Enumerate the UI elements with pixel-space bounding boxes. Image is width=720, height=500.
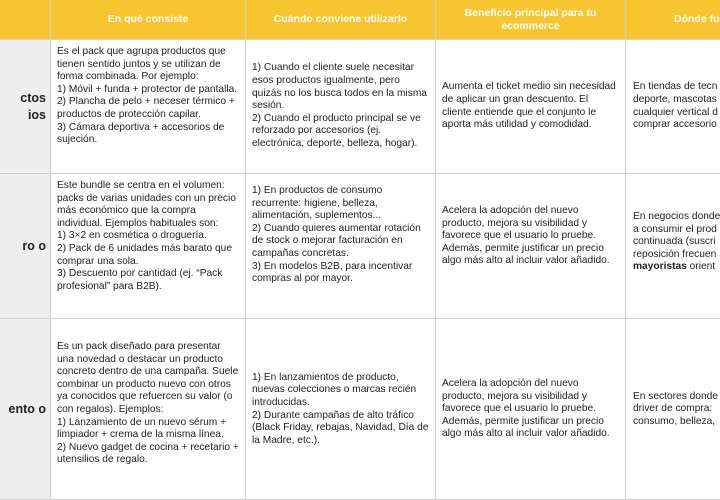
column-divider <box>245 0 246 500</box>
row-divider <box>0 39 720 40</box>
cell-what-text: Este bundle se centra en el volumen: packs de varias unidades con un precio más económico que la compra individual. Ejemplos habituales son: 1) 3×2 en cosmética o droguería. 2) Pack de 6 unidades más barato que comprar una sola. 3) Descuento por cantidad (ej. “Pack profesional” para B2B). <box>57 180 236 292</box>
row-divider <box>0 318 720 319</box>
cell-benefit-text: Aumenta el ticket medio sin necesidad de aplicar un gran descuento. El cliente entiende que el conjunto le aporta más utilidad y comodidad. <box>442 81 616 131</box>
cell-when-text: 1) Cuando el cliente suele necesitar esos productos igualmente, pero quizás no los busca todos en la misma sesión. 2) Cuando el producto principal se ve reforzado por accesorios (ej. electrónica, deporte, belleza, hogar). <box>252 62 427 149</box>
where-line: a consumir el prod <box>633 223 717 235</box>
header-when: Cuándo conviene utilizarlo <box>246 0 435 39</box>
cell-benefit <box>436 40 625 173</box>
cell-where <box>626 40 720 173</box>
cell-where <box>626 319 720 500</box>
cell-benefit-text: Acelera la adopción del nuevo producto, mejora su visibilidad y favorece que el usuario lo pruebe. Además, permite justificar un precio algo más alto al incluir valor añadido. <box>442 205 610 267</box>
cell-when <box>246 319 435 500</box>
cell-what <box>51 174 245 318</box>
where-line: En negocios donde <box>633 211 720 222</box>
row-label-text: ctos ios <box>20 90 46 122</box>
cell-what-text: Es el pack que agrupa productos que tienen sentido juntos y se utilizan de forma combinada. Por ejemplo: 1) Móvil + funda + protector de pantalla. 2) Plancha de pelo + neceser térmico + productos de protección capilar. 3) Cámara deportiva + accesorios de sujeción. <box>57 46 238 146</box>
cell-when-text: 1) En lanzamientos de producto, nuevas colecciones o marcas recién introducidas. 2) Durante campañas de alto tráfico (Black Friday, rebajas, Navidad, Día de la Madre, etc.). <box>252 371 429 446</box>
header-cell-empty <box>0 0 50 39</box>
column-divider <box>625 0 626 500</box>
cell-when <box>246 40 435 173</box>
cell-benefit <box>436 174 625 318</box>
row-label-text: ento o <box>8 402 46 416</box>
row-label <box>0 40 50 173</box>
row-label <box>0 319 50 500</box>
cell-where-text: En sectores donde driver de compra: consumo, belleza, <box>633 390 718 427</box>
cell-when <box>246 174 435 318</box>
cell-where-text: En tiendas de tecn deporte, mascotas cualquier vertical d comprar accesorio <box>633 81 718 131</box>
cell-when-text: 1) En productos de consumo recurrente: higiene, belleza, alimentación, suplementos... 2) Cuando quieres aumentar rotación de stock o mejorar facturación en campañas concretas. 3) En modelos B2B, para incentivar compras al por mayor. <box>252 185 421 285</box>
where-bold-text: mayoristas <box>633 261 687 273</box>
row-divider <box>0 173 720 174</box>
cell-what <box>51 319 245 500</box>
cell-benefit <box>436 319 625 500</box>
cell-where-text <box>633 211 720 274</box>
where-line: continuada (suscri <box>633 236 716 248</box>
where-line: reposición frecuen <box>633 248 717 260</box>
header-what: En qué consiste <box>51 0 245 39</box>
header-benefit: Beneficio principal para tu ecommerce <box>436 0 625 39</box>
row-label <box>0 174 50 318</box>
column-divider <box>50 0 51 500</box>
row-label-text: ro o <box>22 238 46 253</box>
cell-what-text: Es un pack diseñado para presentar una novedad o destacar un producto concreto dentro de una campaña. Suele combinar un producto nuevo con otros ya conocidos que refuercen su valor (o con regalos). Ejemplos: 1) Lanzamiento de un nuevo sérum + limpiador + crema de la misma línea. 2) Nuevo gadget de cocina + recetario + utensilios de regalo. <box>57 341 239 466</box>
where-line <box>633 261 720 274</box>
cell-where <box>626 174 720 318</box>
column-divider <box>435 0 436 500</box>
where-tail-text: orient <box>686 261 716 273</box>
header-where: Dónde fu <box>626 0 720 39</box>
cell-what <box>51 40 245 173</box>
cell-benefit-text: Acelera la adopción del nuevo producto, mejora su visibilidad y favorece que el usuario lo pruebe. Además, permite justificar un precio algo más alto al incluir valor añadido. <box>442 378 610 440</box>
